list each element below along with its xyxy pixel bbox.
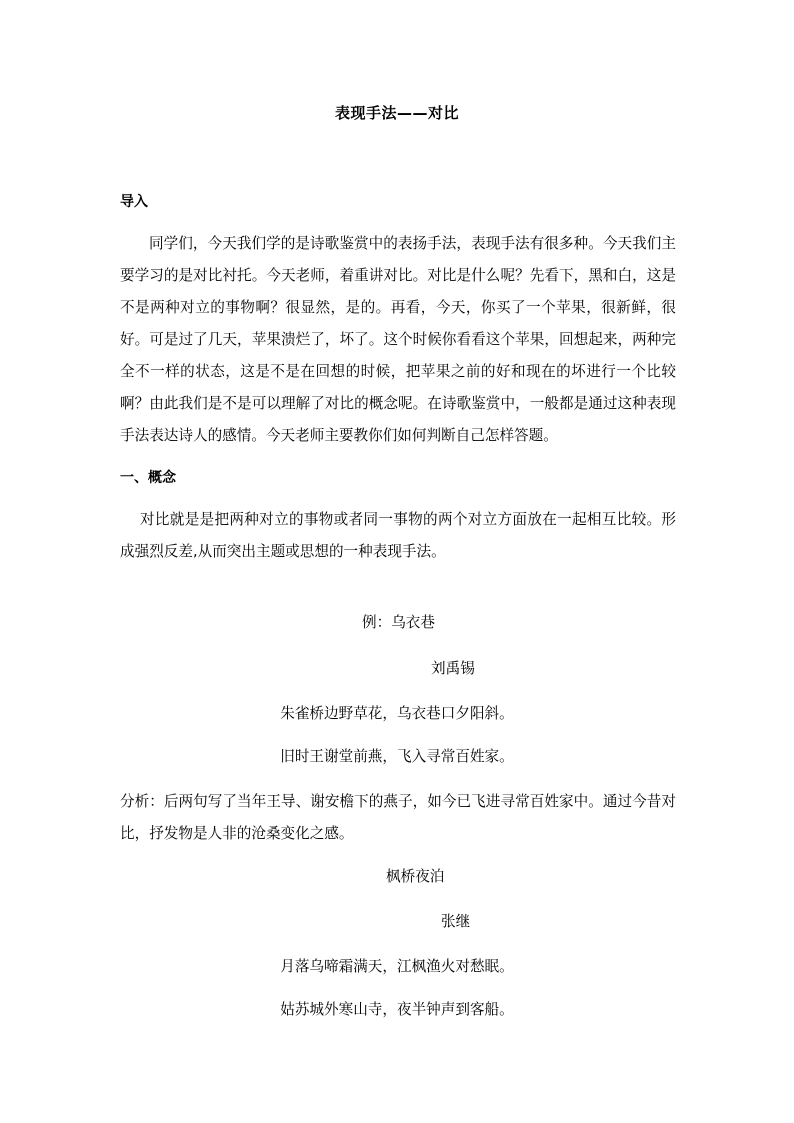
analysis-paragraph: 分析：后两句写了当年王导、谢安檐下的燕子，如今已飞进寻常百姓家中。通过今昔对比，抒发物是人非的沧桑变化之感。 <box>120 793 676 842</box>
concept-paragraph: 对比就是是把两种对立的事物或者同一事物的两个对立方面放在一起相互比较。形成强烈反差,从而突出主题或思想的一种表现手法。 <box>120 511 676 560</box>
poem1-line2: 旧时王谢堂前燕，飞入寻常百姓家。 <box>280 748 514 765</box>
poem2-title: 枫桥夜泊 <box>386 868 445 885</box>
intro-paragraph: 同学们，今天我们学的是诗歌鉴赏中的表扬手法，表现手法有很多种。今天我们主要学习的是对比衬托。今天老师，着重讲对比。对比是什么呢？先看下，黑和白，这是不是两种对立的事物啊？很显然，是的。再看，今天，你买了一个苹果，很新鲜，很好。可是过了几天，苹果溃烂了，坏了。这个时候你看看这个苹果，回想起来，两种完全不一样的状态，这是不是在回想的时候，把苹果之前的好和现在的坏进行一个比较啊？由此我们是不是可以理解了对比的概念呢。在诗歌鉴赏中，一般都是通过这种表现手法表达诗人的感情。今天老师主要教你们如何判断自己怎样答题。 <box>120 235 676 444</box>
concept-heading: 一、概念 <box>120 470 176 486</box>
document-title: 表现手法——对比 <box>334 104 459 122</box>
poem1-author: 刘禹锡 <box>431 660 475 677</box>
poem2-author: 张继 <box>441 913 471 930</box>
poem1-line1: 朱雀桥边野草花，乌衣巷口夕阳斜。 <box>280 705 514 722</box>
poem2-line2: 姑苏城外寒山寺，夜半钟声到客船。 <box>280 1001 514 1018</box>
intro-heading: 导入 <box>120 194 148 210</box>
poem2-line1: 月落乌啼霜满天，江枫渔火对愁眠。 <box>280 958 514 975</box>
poem1-title: 例：乌衣巷 <box>362 614 435 631</box>
